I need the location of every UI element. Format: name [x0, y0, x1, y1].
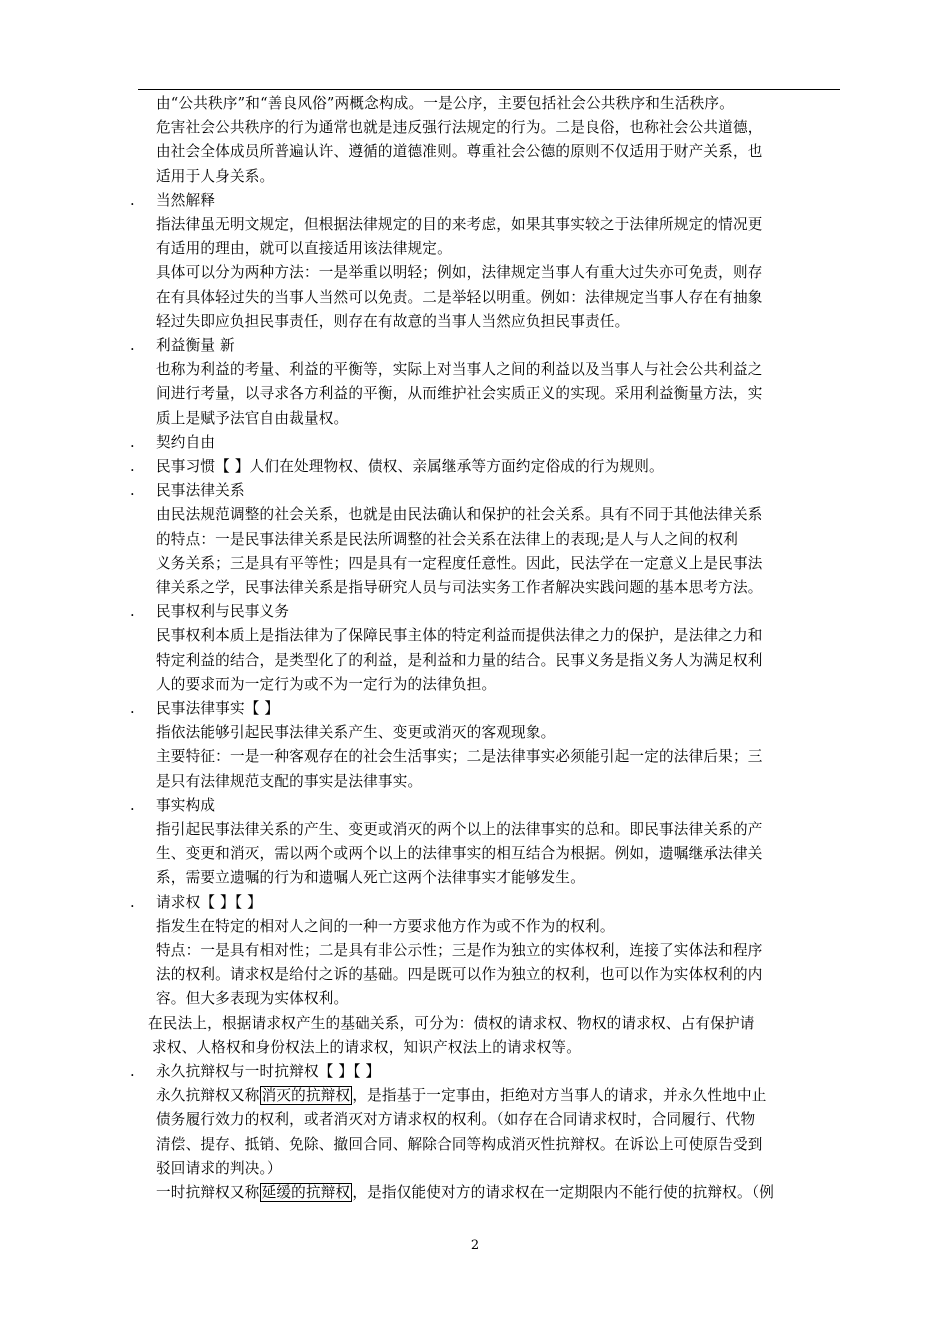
text-span: ，是指仅能使对方的请求权在一定期限内不能行使的抗辩权。（例: [352, 1184, 775, 1201]
text-line: 由民法规范调整的社会关系，也就是由民法确认和保护的社会关系。具有不同于其他法律关系: [156, 506, 763, 524]
text-line: 律关系之学，民事法律关系是指导研究人员与司法实务工作者解决实践问题的基本思考方法。: [156, 579, 763, 596]
text-line: 人的要求而为一定行为或不为一定行为的法律负担。: [156, 675, 497, 693]
text-line: 间进行考量，以寻求各方利益的平衡，从而维护社会实质正义的实现。采用利益衡量方法，实: [156, 385, 763, 403]
text-line: 主要特征：一是一种客观存在的社会生活事实；二是法律事实必须能引起一定的法律后果；三: [156, 748, 763, 766]
text-line: 驳回请求的判决。）: [156, 1159, 282, 1177]
bullet-marker: .: [130, 796, 135, 814]
text-line: 具体可以分为两种方法：一是举重以明轻；例如，法律规定当事人有重大过失亦可免责，则存: [156, 264, 763, 282]
text-line: 由“公共秩序”和“善良风俗”两概念构成。一是公序，主要包括社会公共秩序和生活秩序。: [156, 95, 735, 112]
text-line: [156, 1084, 767, 1108]
text-line: 求权、人格权和身份权法上的请求权，知识产权法上的请求权等。: [152, 1038, 582, 1056]
text-line: 危害社会公共秩序的行为通常也就是违反强行法规定的行为。二是良俗，也称社会公共道德，: [156, 119, 763, 137]
section-heading: 民事法律关系: [156, 482, 245, 500]
header-rule: [138, 89, 840, 90]
text-line: 指法律虽无明文规定，但根据法律规定的目的来考虑，如果其事实较之于法律所规定的情况更: [156, 216, 763, 233]
text-line: 容。但大多表现为实体权利。: [156, 990, 349, 1008]
bullet-marker: .: [130, 458, 135, 475]
bullet-marker: .: [130, 1063, 135, 1080]
section-heading: 请求权【 】【 】: [156, 893, 262, 911]
text-line: 由社会全体成员所普遍认许、遵循的道德准则。尊重社会公德的原则不仅适用于财产关系，也: [156, 143, 763, 161]
text-line: 有适用的理由，就可以直接适用该法律规定。: [156, 240, 452, 258]
text-line: 债务履行效力的权利，或者消灭对方请求权的权利。（如存在合同请求权时，合同履行、代物: [156, 1111, 756, 1129]
text-line: 质上是赋予法官自由裁量权。: [156, 409, 349, 427]
bullet-marker: .: [130, 433, 135, 451]
section-heading: 当然解释: [156, 191, 216, 209]
section-heading: 利益衡量 新: [156, 337, 235, 354]
text-line: [156, 1181, 774, 1205]
text-line: 适用于人身关系。: [156, 167, 275, 185]
text-line: 也称为利益的考量、利益的平衡等，实际上对当事人之间的利益以及当事人与社会公共利益之: [156, 361, 763, 379]
text-line: 义务关系；三是具有平等性；四是具有一定程度任意性。因此，民法学在一定意义上是民事法: [156, 554, 763, 572]
page-number: 2: [470, 1238, 480, 1253]
section-heading: 永久抗辩权与一时抗辩权【 】【 】: [156, 1063, 381, 1080]
text-line: 的特点：一是民事法律关系是民法所调整的社会关系在法律上的表现;是人与人之间的权利: [156, 530, 739, 548]
text-line: 清偿、提存、抵销、免除、撤回合同、解除合同等构成消灭性抗辩权。在诉讼上可使原告受到: [156, 1135, 763, 1153]
section-heading: 民事法律事实【 】: [156, 700, 280, 717]
section-heading: 民事习惯【 】人们在处理物权、债权、亲属继承等方面约定俗成的行为规则。: [156, 458, 664, 475]
bullet-marker: .: [130, 482, 135, 500]
bullet-marker: .: [130, 191, 135, 209]
text-line: 轻过失即应负担民事责任，则存在有故意的当事人当然应负担民事责任。: [156, 312, 630, 330]
text-line: 系，需要立遗嘱的行为和遗嘱人死亡这两个法律事实才能够发生。: [156, 869, 586, 887]
boxed-term: 消灭的抗辩权: [261, 1087, 351, 1105]
text-span: ，是指基于一定事由，拒绝对方当事人的请求，并永久性地中止: [352, 1087, 767, 1105]
text-line: 指依法能够引起民事法律关系产生、变更或消灭的客观现象。: [156, 724, 556, 742]
text-line: 特点：一是具有相对性；二是具有非公示性；三是作为独立的实体权利，连接了实体法和程序: [156, 942, 763, 959]
text-span: 永久抗辩权又称: [156, 1087, 260, 1105]
text-line: 民事权利本质上是指法律为了保障民事主体的特定利益而提供法律之力的保护，是法律之力和: [156, 627, 763, 645]
text-line: 在有具体轻过失的当事人当然可以免责。二是举轻以明重。例如：法律规定当事人存在有抽象: [156, 288, 763, 306]
text-line: 指发生在特定的相对人之间的一种一方要求他方作为或不作为的权利。: [156, 917, 615, 935]
bullet-marker: .: [130, 603, 135, 621]
section-heading: 民事权利与民事义务: [156, 603, 290, 621]
text-line: 法的权利。请求权是给付之诉的基础。四是既可以作为独立的权利，也可以作为实体权利的内: [156, 966, 763, 984]
text-span: 一时抗辩权又称: [156, 1184, 260, 1201]
section-heading: 契约自由: [156, 433, 216, 451]
section-heading: 事实构成: [156, 796, 216, 814]
bullet-marker: .: [130, 893, 135, 911]
text-line: 指引起民事法律关系的产生、变更或消灭的两个以上的法律事实的总和。即民事法律关系的产: [156, 821, 763, 838]
text-line: 是只有法律规范支配的事实是法律事实。: [156, 772, 423, 790]
bullet-marker: .: [130, 337, 135, 354]
boxed-term: 延缓的抗辩权: [261, 1184, 351, 1201]
text-line: 特定利益的结合，是类型化了的利益，是利益和力量的结合。民事义务是指义务人为满足权利: [156, 651, 763, 669]
text-line: 在民法上，根据请求权产生的基础关系，可分为：债权的请求权、物权的请求权、占有保护请: [148, 1014, 755, 1032]
bullet-marker: .: [130, 700, 135, 717]
text-line: 生、变更和消灭，需以两个或两个以上的法律事实的相互结合为根据。例如，遗嘱继承法律关: [156, 845, 763, 863]
